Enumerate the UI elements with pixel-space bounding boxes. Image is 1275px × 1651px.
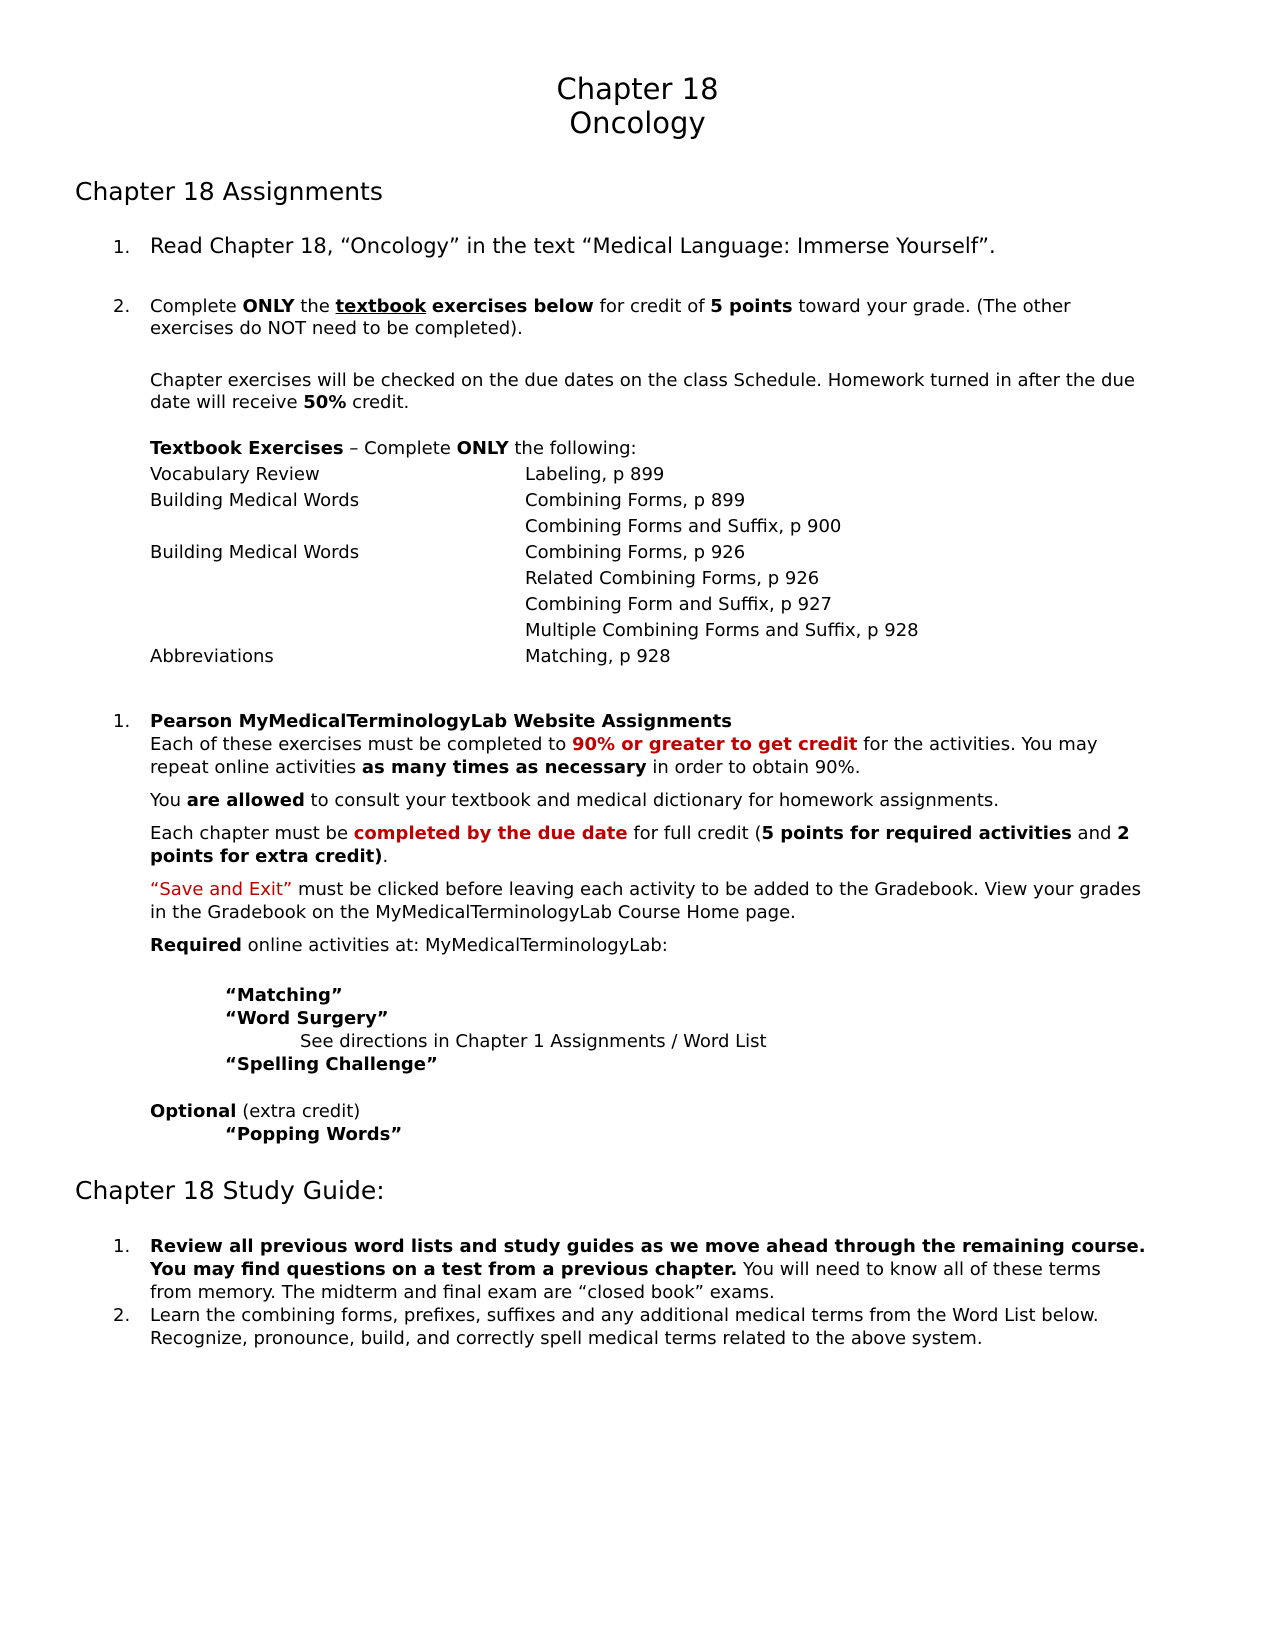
study-guide-heading: Chapter 18 Study Guide: (75, 1176, 385, 1205)
website-para2: You are allowed to consult your textbook and medical dictionary for homework assignments. (150, 790, 999, 811)
exercise-activity: Multiple Combining Forms and Suffix, p 928 (525, 620, 919, 641)
exercise-activity: Labeling, p 899 (525, 464, 665, 485)
study-item2-number: 2. (113, 1305, 131, 1326)
required-activity-note: See directions in Chapter 1 Assignments / Word List (300, 1031, 767, 1052)
website-para1-line2: repeat online activities as many times as necessary in order to obtain 90%. (150, 757, 861, 778)
exercise-activity: Combining Form and Suffix, p 927 (525, 594, 832, 615)
study-item2-line2: Recognize, pronounce, build, and correctly spell medical terms related to the above system. (150, 1328, 983, 1349)
item2-paragraph2-line1: Chapter exercises will be checked on the due dates on the class Schedule. Homework turned in after the due (150, 370, 1135, 391)
exercise-activity: Combining Forms and Suffix, p 900 (525, 516, 842, 537)
required-activity: “Matching” (225, 985, 343, 1006)
study-item1-line3: from memory. The midterm and final exam are “closed book” exams. (150, 1282, 775, 1303)
website-para1-line1: Each of these exercises must be completed to 90% or greater to get credit for the activities. You may (150, 734, 1098, 755)
item2-paragraph2-line2: date will receive 50% credit. (150, 392, 410, 413)
exercise-activity: Related Combining Forms, p 926 (525, 568, 820, 589)
optional-activity: “Popping Words” (225, 1124, 403, 1145)
item2-paragraph1-line1: Complete ONLY the textbook exercises below for credit of 5 points toward your grade. (The other (150, 296, 1071, 317)
page-title-line2: Oncology (569, 106, 706, 140)
required-activity: “Word Surgery” (225, 1008, 389, 1029)
item1-number: 1. (113, 237, 131, 258)
exercise-section: Vocabulary Review (150, 464, 320, 485)
exercise-section: Building Medical Words (150, 542, 360, 563)
website-para3-line1: Each chapter must be completed by the due date for full credit (5 points for required activities and 2 (150, 823, 1130, 844)
item3-number: 1. (113, 711, 131, 732)
assignments-heading: Chapter 18 Assignments (75, 177, 383, 206)
study-item1-line2: You may find questions on a test from a previous chapter. You will need to know all of these terms (150, 1259, 1101, 1280)
item2-number: 2. (113, 296, 131, 317)
study-item1-line1: Review all previous word lists and study guides as we move ahead through the remaining course. (150, 1236, 1146, 1257)
website-para3-line2: points for extra credit). (150, 846, 389, 867)
website-para4-line1: “Save and Exit” must be clicked before leaving each activity to be added to the Gradebook. View your grades (150, 879, 1141, 900)
optional-activities-label: Optional (extra credit) (150, 1101, 361, 1122)
website-para4-line2: in the Gradebook on the MyMedicalTerminologyLab Course Home page. (150, 902, 796, 923)
website-assignments-heading: Pearson MyMedicalTerminologyLab Website Assignments (150, 711, 732, 732)
study-item1-number: 1. (113, 1236, 131, 1257)
exercise-activity: Matching, p 928 (525, 646, 671, 667)
study-item2-line1: Learn the combining forms, prefixes, suffixes and any additional medical terms from the Word List below. (150, 1305, 1099, 1326)
exercise-activity: Combining Forms, p 926 (525, 542, 746, 563)
exercise-section: Abbreviations (150, 646, 274, 667)
required-activities-label: Required online activities at: MyMedicalTerminologyLab: (150, 935, 668, 956)
textbook-exercises-heading: Textbook Exercises – Complete ONLY the following: (150, 438, 637, 459)
required-activity: “Spelling Challenge” (225, 1054, 438, 1075)
exercise-section: Building Medical Words (150, 490, 360, 511)
item2-paragraph1-line2: exercises do NOT need to be completed). (150, 318, 523, 339)
exercise-activity: Combining Forms, p 899 (525, 490, 746, 511)
item1-text: Read Chapter 18, “Oncology” in the text “Medical Language: Immerse Yourself”. (150, 234, 996, 258)
page-title-line1: Chapter 18 (556, 72, 719, 106)
